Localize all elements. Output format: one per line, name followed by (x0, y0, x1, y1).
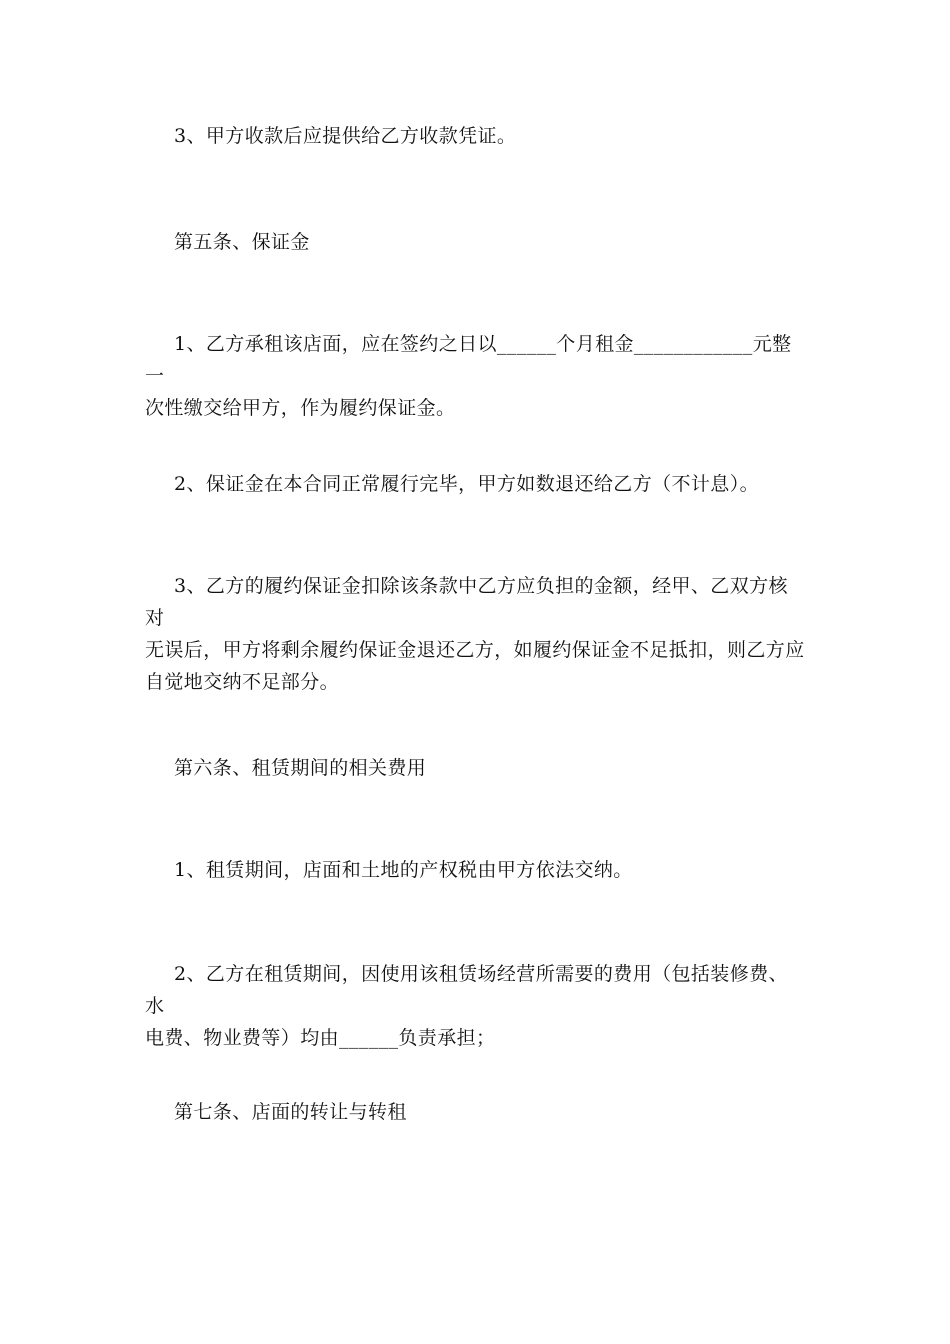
text-line: 1、租赁期间，店面和土地的产权税由甲方依法交纳。 (174, 859, 633, 881)
text-line: 第五条、保证金 (174, 231, 310, 253)
text-line: 电费、物业费等）均由______负责承担； (145, 1027, 496, 1049)
clause-5-item-3 (145, 570, 805, 698)
clause-6-item-2 (145, 958, 805, 1054)
text-line: 3、乙方的履约保证金扣除该条款中乙方应负担的金额，经甲、乙双方核对 (145, 575, 788, 629)
text-line: 无误后，甲方将剩余履约保证金退还乙方，如履约保证金不足抵扣，则乙方应 (145, 639, 805, 661)
text-line: 1、乙方承租该店面，应在签约之日以______个月租金____________元整一 (145, 333, 792, 387)
text-line: 次性缴交给甲方，作为履约保证金。 (145, 397, 456, 419)
clause-4-item-3 (145, 120, 805, 152)
text-line: 第六条、租赁期间的相关费用 (174, 757, 427, 779)
article-5-heading (145, 226, 805, 258)
text-line: 3、甲方收款后应提供给乙方收款凭证。 (174, 125, 517, 147)
text-line: 第七条、店面的转让与转租 (174, 1101, 407, 1123)
text-line: 2、乙方在租赁期间，因使用该租赁场经营所需要的费用（包括装修费、水 (145, 963, 788, 1017)
clause-6-item-1 (145, 854, 805, 886)
article-7-heading (145, 1096, 805, 1128)
text-line: 自觉地交纳不足部分。 (145, 671, 340, 693)
clause-5-item-1 (145, 328, 805, 424)
clause-5-item-2 (145, 468, 805, 500)
article-6-heading (145, 752, 805, 784)
text-line: 2、保证金在本合同正常履行完毕，甲方如数退还给乙方（不计息）。 (174, 473, 759, 495)
